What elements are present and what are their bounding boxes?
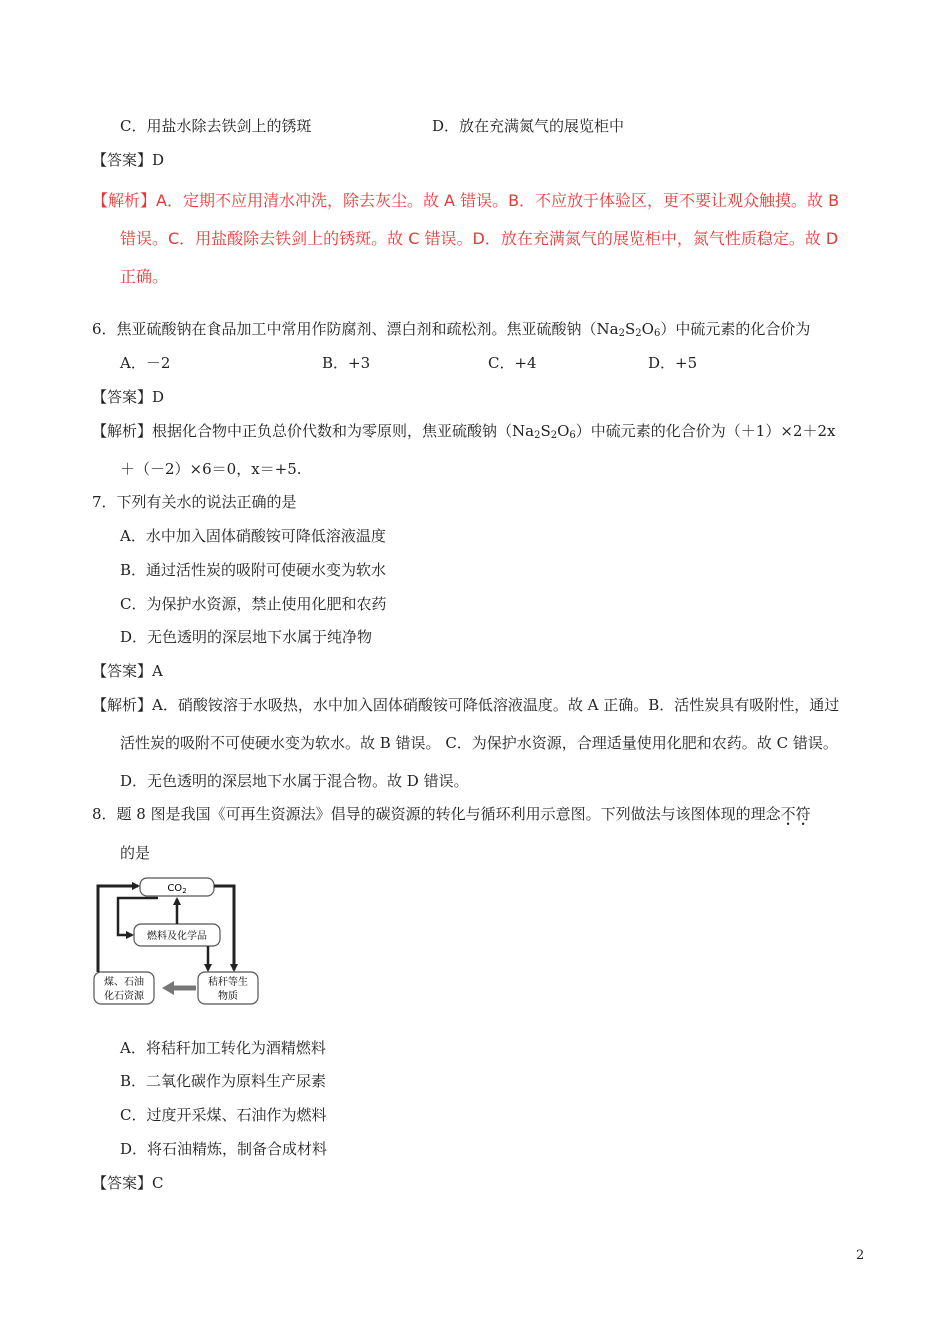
emphasis-dot-char: 不 (780, 805, 796, 823)
q7-stem: 7．下列有关水的说法正确的是 (92, 493, 297, 511)
co2-label: $CO_2$ (167, 883, 187, 895)
q7-option-c: C．为保护水资源，禁止使用化肥和农药 (120, 595, 387, 613)
q8-option-a: A．将秸秆加工转化为酒精燃料 (120, 1039, 326, 1057)
arrow-head-icon (162, 981, 174, 995)
biomass-label-1: 秸秆等生 (208, 977, 248, 988)
q7-option-b: B．通过活性炭的吸附可使硬水变为软水 (120, 561, 387, 579)
q8-option-d: D．将石油精炼，制备合成材料 (120, 1140, 328, 1158)
q8-option-c: C．过度开采煤、石油作为燃料 (120, 1106, 327, 1124)
q7-analysis-line-2: 活性炭的吸附不可使硬水变为软水。故 B 错误。 C．为保护水资源，合理适量使用化肥和农药。故 C 错误。 (120, 734, 838, 752)
q5-option-c: C．用盐水除去铁剑上的锈斑 (120, 117, 312, 135)
q6-stem: 6．焦亚硫酸钠在食品加工中常用作防腐剂、漂白剂和疏松剂。焦亚硫酸钠$(Na_2S_2O_6)$中硫元素的化合价为 (92, 320, 811, 339)
fossil-label-1: 煤、石油 (104, 977, 144, 988)
q5-option-d: D．放在充满氮气的展览柜中 (432, 117, 625, 135)
q6-option-a: A．－2 (120, 354, 171, 372)
q6-answer: 【答案】D (92, 388, 165, 406)
emphasis-dot-char: 符 (795, 805, 811, 823)
q6-analysis-line-2: ＋（－2）×6＝0，x＝+5. (120, 460, 302, 478)
q8-stem-line-2: 的是 (120, 844, 151, 862)
q5-answer: 【答案】D (92, 151, 165, 169)
q7-analysis-line-1: 【解析】A．硝酸铵溶于水吸热，水中加入固体硝酸铵可降低溶液温度。故 A 正确。B．活性炭具有吸附性，通过 (92, 696, 840, 714)
q8-option-b: B．二氧化碳作为原料生产尿素 (120, 1072, 327, 1090)
q6-option-c: C．+4 (488, 354, 537, 372)
q6-option-d: D．+5 (648, 354, 698, 372)
q5-analysis-line-3: 正确。 (120, 267, 169, 286)
fossil-label-2: 化石资源 (104, 991, 144, 1002)
q7-analysis-line-3: D．无色透明的深层地下水属于混合物。故 D 错误。 (120, 772, 469, 790)
carbon-cycle-diagram (88, 868, 268, 1008)
q7-option-a: A．水中加入固体硝酸铵可降低溶液温度 (120, 527, 386, 545)
q5-analysis-line-1: 【解析】A．定期不应用清水冲洗，除去灰尘。故 A 错误。B．不应放于体验区，更不要让观众触摸。故 B (92, 191, 840, 210)
q8-answer: 【答案】C (92, 1174, 164, 1192)
q6-option-b: B．+3 (322, 354, 371, 372)
q8-stem: 8．题 8 图是我国《可再生资源法》倡导的碳资源的转化与循环利用示意图。下列做法与该图体现的理念不符 (92, 805, 811, 823)
biomass-label-2: 物质 (218, 991, 238, 1002)
q7-option-d: D．无色透明的深层地下水属于纯净物 (120, 628, 373, 646)
q6-analysis-line-1: 【解析】根据化合物中正负总价代数和为零原则，焦亚硫酸钠$(Na_2S_2O_6)$中硫元素的化合价为（＋1）×2＋2x (92, 422, 836, 441)
q5-analysis-line-2: 错误。C．用盐酸除去铁剑上的锈斑。故 C 错误。D．放在充满氮气的展览柜中，氮气性质稳定。故 D (120, 229, 839, 248)
fuel-label: 燃料及化学品 (147, 931, 207, 942)
page-number: 2 (856, 1248, 865, 1263)
q7-answer: 【答案】A (92, 662, 163, 680)
